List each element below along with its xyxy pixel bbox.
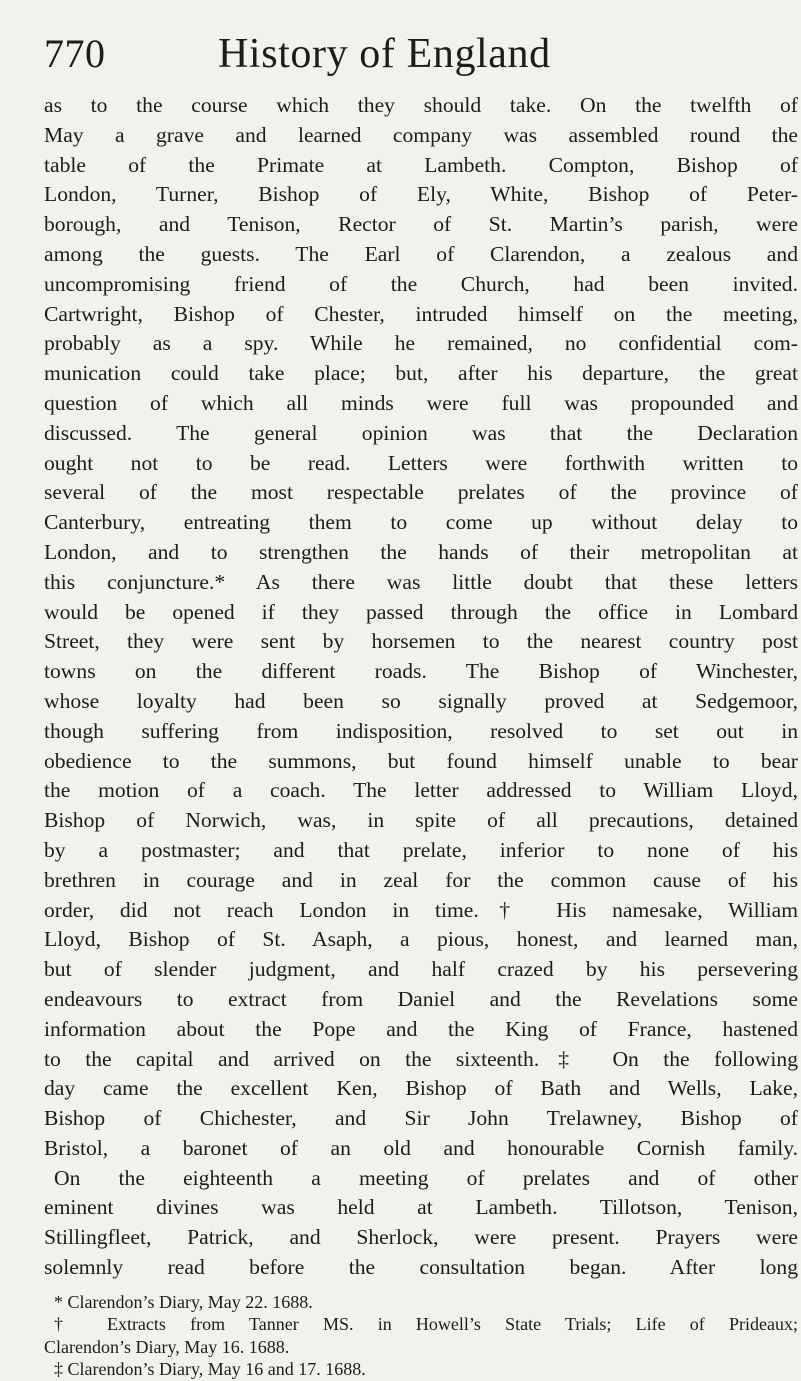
text-line: information about the Pope and the King of France, hastened	[44, 1016, 798, 1041]
text-line: several of the most respectable prelates of the province of	[44, 480, 798, 505]
text-line: whose loyalty had been so signally proved at Sedgemoor,	[44, 688, 798, 713]
footnote-line: Clarendon’s Diary, May 16. 1688.	[44, 1336, 290, 1357]
text-line: brethren in courage and in zeal for the common cause of his	[44, 867, 798, 892]
text-line: London, Turner, Bishop of Ely, White, Bishop of Peter-	[44, 182, 798, 207]
text-line: probably as a spy. While he remained, no confidential com-	[44, 331, 798, 356]
text-line: Lloyd, Bishop of St. Asaph, a pious, honest, and learned man,	[44, 927, 798, 952]
text-line: Cartwright, Bishop of Chester, intruded himself on the meeting,	[44, 301, 798, 326]
footnote-line: * Clarendon’s Diary, May 22. 1688.	[54, 1291, 313, 1312]
text-line: Bristol, a baronet of an old and honourable Cornish family.	[44, 1135, 798, 1160]
book-page	[44, 30, 798, 1381]
running-head	[44, 30, 798, 80]
text-line: towns on the different roads. The Bishop of Winchester,	[44, 659, 798, 684]
text-line: London, and to strengthen the hands of their metropolitan at	[44, 539, 798, 564]
text-line: munication could take place; but, after his departure, the great	[44, 361, 798, 386]
text-line: ought not to be read. Letters were forthwith written to	[44, 450, 798, 475]
text-line: Stillingfleet, Patrick, and Sherlock, were present. Prayers were	[44, 1225, 798, 1250]
text-line: though suffering from indisposition, resolved to set out in	[44, 718, 798, 743]
text-line: question of which all minds were full was propounded and	[44, 390, 798, 415]
text-line: On the eighteenth a meeting of prelates and of other	[54, 1165, 798, 1190]
text-line: table of the Primate at Lambeth. Compton, Bishop of	[44, 152, 798, 177]
text-line: discussed. The general opinion was that the Declaration	[44, 420, 798, 445]
text-line: eminent divines was held at Lambeth. Tillotson, Tenison,	[44, 1195, 798, 1220]
text-line: order, did not reach London in time.† His namesake, William	[44, 897, 798, 922]
text-line: obedience to the summons, but found himself unable to bear	[44, 748, 798, 773]
text-line: uncompromising friend of the Church, had been invited.	[44, 271, 798, 296]
text-line: by a postmaster; and that prelate, inferior to none of his	[44, 837, 798, 862]
text-line: Canterbury, entreating them to come up without delay to	[44, 510, 798, 535]
page-number: 770	[44, 31, 106, 76]
footnote-line: † Extracts from Tanner MS. in Howell’s State Trials; Life of Prideaux;	[54, 1314, 798, 1335]
text-line: as to the course which they should take. On the twelfth of	[44, 93, 798, 117]
text-line: to the capital and arrived on the sixteenth.‡ On the following	[44, 1046, 798, 1071]
text-line: solemnly read before the consultation began. After long	[44, 1255, 798, 1280]
text-line: the motion of a coach. The letter addressed to William Lloyd,	[44, 778, 798, 803]
text-line: Street, they were sent by horsemen to the nearest country post	[44, 629, 798, 654]
text-line: Bishop of Chichester, and Sir John Trelawney, Bishop of	[44, 1106, 798, 1131]
text-line: among the guests. The Earl of Clarendon, a zealous and	[44, 241, 798, 266]
text-line: Bishop of Norwich, was, in spite of all precautions, detained	[44, 808, 798, 833]
text-line: borough, and Tenison, Rector of St. Martin’s parish, were	[44, 212, 798, 237]
text-line: day came the excellent Ken, Bishop of Bath and Wells, Lake,	[44, 1076, 798, 1101]
footnote-line: ‡ Clarendon’s Diary, May 16 and 17. 1688.	[54, 1359, 366, 1380]
text-line: this conjuncture.* As there was little doubt that these letters	[44, 569, 798, 594]
text-line: but of slender judgment, and half crazed by his persevering	[44, 957, 798, 982]
text-line: May a grave and learned company was assembled round the	[44, 122, 798, 147]
text-line: would be opened if they passed through the office in Lombard	[44, 599, 798, 624]
footnotes	[44, 1291, 798, 1381]
book-title: History of England	[218, 31, 551, 77]
text-line: endeavours to extract from Daniel and the Revelations some	[44, 986, 798, 1011]
body-text	[44, 91, 798, 1283]
